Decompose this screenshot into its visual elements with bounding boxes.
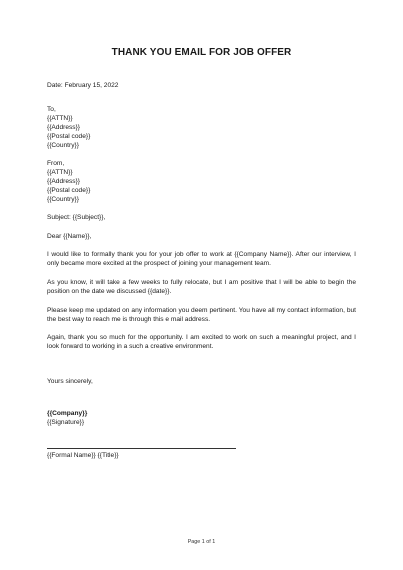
- closing: Yours sincerely,: [47, 378, 93, 385]
- date-line: Date: February 15, 2022: [47, 82, 119, 89]
- to-label: To,: [47, 106, 56, 113]
- signature: {{Signature}}: [47, 419, 85, 426]
- to-attn: {{ATTN}}: [47, 115, 73, 122]
- to-country: {{Country}}: [47, 142, 79, 149]
- document-title: THANK YOU EMAIL FOR JOB OFFER: [111, 47, 292, 58]
- body-paragraph-4: Again, thank you so much for the opportunity. I am excited to work on such a meaningful project, and I look forward to working in a such a creative environment.: [47, 334, 356, 351]
- from-address: {{Address}}: [47, 178, 80, 185]
- body-paragraph-1: I would like to formally thank you for your job offer to work at {{Company Name}}. After our interview, I only became more excited at the prospect of joining your management team.: [47, 251, 356, 268]
- body-paragraph-2: As you know, it will take a few weeks to fully relocate, but I am positive that I will be able to begin the position on the date we discussed {{date}}.: [47, 279, 356, 296]
- to-postal-code: {{Postal code}}: [47, 133, 91, 140]
- body-paragraph-3: Please keep me updated on any information you deem pertinent. You have all my contact information, but the best way to reach me is through this e mail address.: [47, 307, 356, 324]
- formal-name-title: {{Formal Name}} {{Title}}: [47, 452, 119, 459]
- to-address: {{Address}}: [47, 124, 80, 131]
- from-country: {{Country}}: [47, 196, 79, 203]
- from-label: From,: [47, 160, 65, 167]
- page-number-footer: Page 1 of 1: [187, 539, 216, 545]
- subject-line: Subject: {{Subject}},: [47, 214, 106, 221]
- from-attn: {{ATTN}}: [47, 169, 73, 176]
- from-postal-code: {{Postal code}}: [47, 187, 91, 194]
- salutation: Dear {{Name}},: [47, 233, 92, 240]
- signature-rule: [47, 448, 236, 449]
- company-name: {{Company}}: [47, 410, 88, 417]
